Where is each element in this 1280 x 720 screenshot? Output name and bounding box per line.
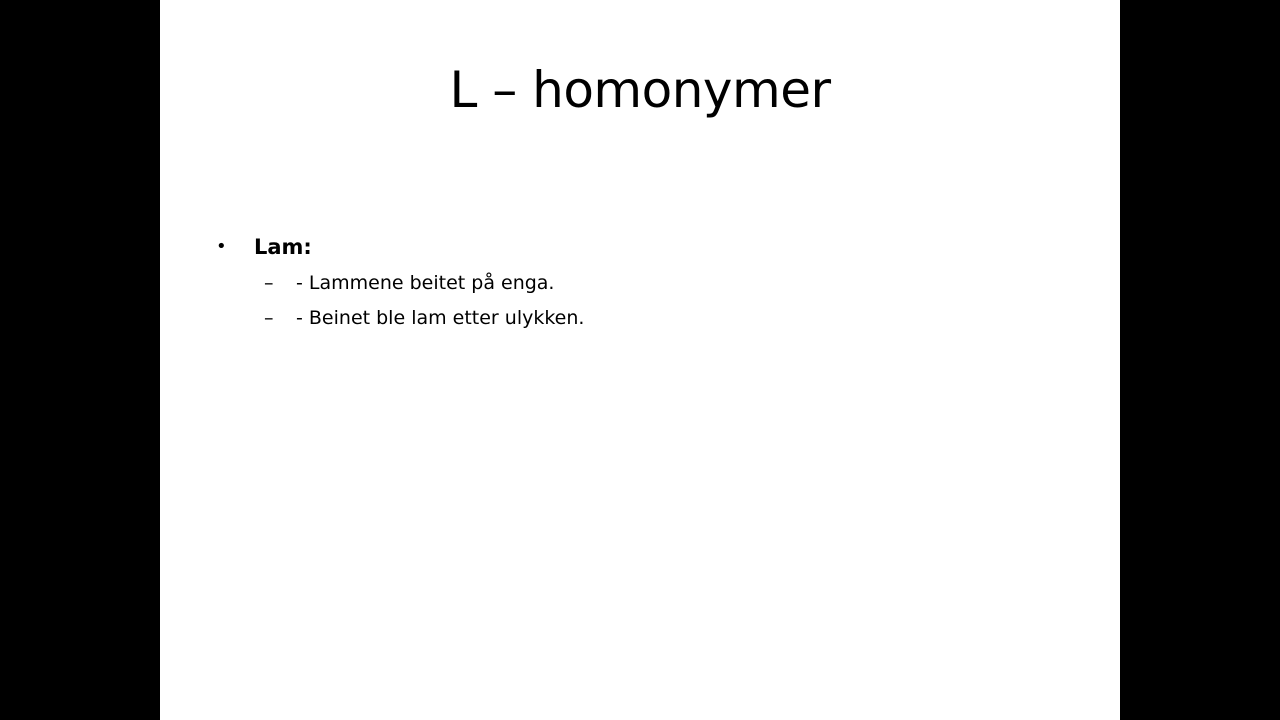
- slide-title: L – homonymer: [449, 61, 831, 119]
- dash-icon: –: [264, 307, 274, 329]
- list-item: [216, 230, 1076, 336]
- dash-icon: –: [264, 272, 274, 294]
- sub-item-text: - Beinet ble lam etter ulykken.: [296, 307, 585, 329]
- sub-bullet-list: [254, 266, 1076, 336]
- bullet-list: [216, 230, 1076, 336]
- bullet-label: Lam:: [254, 235, 312, 259]
- sub-list-item: [254, 266, 1076, 301]
- sub-list-item: [254, 301, 1076, 336]
- slide: [160, 0, 1120, 720]
- bullet-icon: •: [216, 236, 227, 257]
- sub-item-text: - Lammene beitet på enga.: [296, 272, 555, 294]
